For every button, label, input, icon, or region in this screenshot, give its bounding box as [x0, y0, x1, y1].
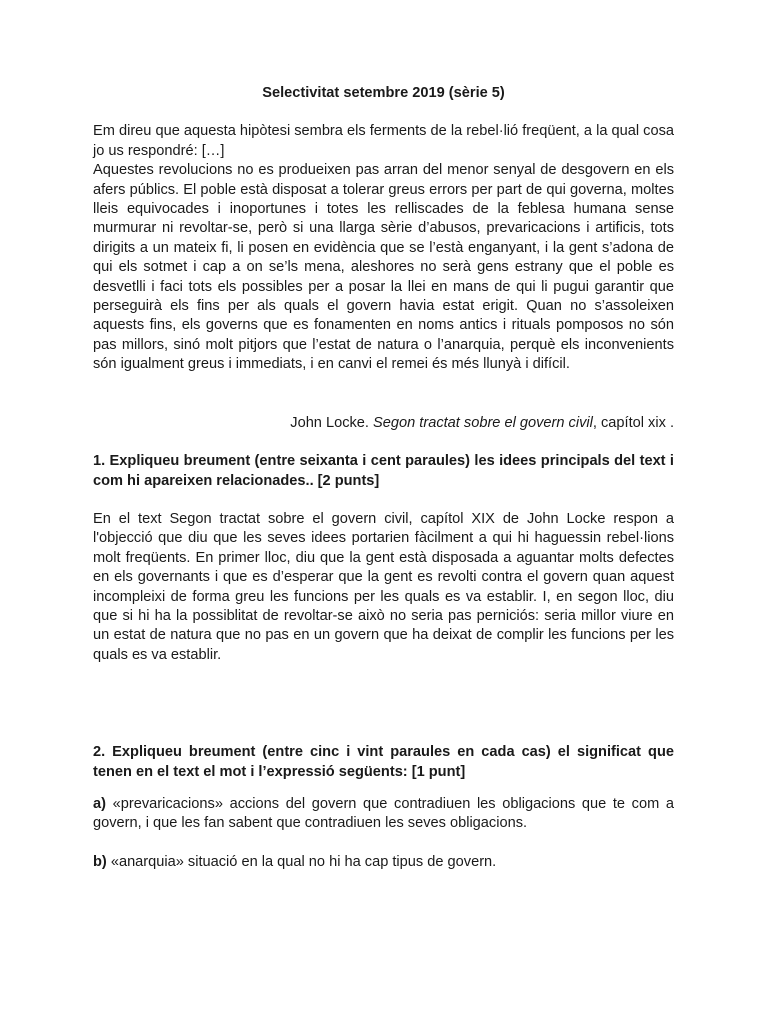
question-2-item-a	[93, 795, 674, 834]
item-b-label: b)	[93, 853, 107, 870]
question-2-item-b	[93, 853, 674, 872]
citation-author: John Locke.	[290, 414, 374, 431]
question-1-prompt: 1. Expliqueu breument (entre seixanta i cent paraules) les idees principals del text i com hi apareixen relacionades.. [2 punts]	[93, 453, 674, 489]
document-title: Selectivitat setembre 2019 (sèrie 5)	[262, 85, 505, 101]
item-a-text: «prevaricacions» accions del govern que contradiuen les obligacions que te com a govern, i que les fan sabent que contradiuen les seves obligacions.	[93, 795, 674, 832]
citation-chapter: , capítol xix .	[592, 414, 674, 431]
item-a-label: a)	[93, 795, 106, 812]
excerpt-intro: Em direu que aquesta hipòtesi sembra els ferments de la rebel·lió freqüent, a la qual cosa jo us respondré: […]	[93, 123, 674, 159]
document-page	[93, 84, 674, 872]
citation-work: Segon tractat sobre el govern civil	[373, 414, 593, 431]
citation	[93, 414, 674, 433]
question-2-prompt: 2. Expliqueu breument (entre cinc i vint paraules en cada cas) el significat que tenen en el text el mot i l’expressió següents: [1 punt]	[93, 744, 674, 780]
question-1-answer: En el text Segon tractat sobre el govern civil, capítol XIX de John Locke respon a l'objecció que diu que les seves idees portarien fàcilment a qui hi haguessin rebel·lions molt freqüents. En primer lloc, diu que la gent està disposada a aguantar molts defectes en els governants i que es d’esperar que la gent es revolti contra el govern quan aquest incompleixi de forma greu les funcions per les quals es va establir. I, en segon lloc, diu que si hi ha la possiblitat de revoltar-se això no seria pas perniciós: seria millor viure en un estat de natura que no pas en un govern que ha deixat de complir les funcions per les quals es va establir.	[93, 510, 674, 663]
item-b-text: «anarquia» situació en la qual no hi ha cap tipus de govern.	[106, 853, 497, 870]
excerpt-body: Aquestes revolucions no es produeixen pas arran del menor senyal de desgovern en els afers públics. El poble està disposat a tolerar greus errors per part de qui governa, moltes lleis equivocades i inoportunes i totes les relliscades de la feblesa humana sense murmurar ni revoltar-se, però si una llarga sèrie d’abusos, prevaricacions i artificis, tots dirigits a un mateix fi, li posen en evidència que se l’està enganyant, i la gent s’adona de qui els sotmet i cap a on se’ls mena, aleshores no serà gens estrany que el poble es desvetlli i faci tots els possibles per a posar la llei en mans de qui li pugui garantir que perseguirà els fins per als quals el govern havia estat erigit. Quan no s’assoleixen aquests fins, els governs que es fonamenten en noms antics i rituals pomposos no són pas millors, sinó molt pitjors que l’estat de natura o l’anarquia, perquè els inconvenients són igualment greus i immediats, i en canvi el remei és més llunyà i difícil.	[93, 162, 674, 373]
